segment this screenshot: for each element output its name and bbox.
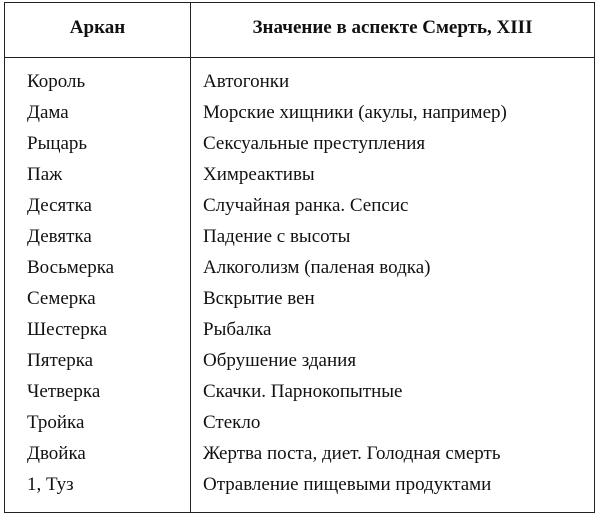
table-row [5, 347, 594, 378]
arcana-meaning-table [4, 2, 595, 513]
table-row [5, 285, 594, 316]
arcana-cell: 1, Туз [27, 474, 74, 495]
table-row [5, 192, 594, 223]
arcana-cell: Шестерка [27, 319, 108, 340]
table-row [5, 254, 594, 285]
arcana-cell: Семерка [27, 288, 96, 309]
table-row [5, 409, 594, 440]
meaning-cell: Скачки. Парнокопытные [203, 381, 403, 402]
arcana-cell: Восьмерка [27, 257, 115, 278]
meaning-cell: Случайная ранка. Сепсис [203, 195, 409, 216]
table-header-row [5, 3, 594, 58]
meaning-cell: Сексуальные преступления [203, 133, 426, 154]
arcana-cell: Двойка [27, 443, 86, 464]
arcana-cell: Пятерка [27, 350, 94, 371]
meaning-cell: Стекло [203, 412, 261, 433]
table-row [5, 130, 594, 161]
table-row [5, 471, 594, 502]
arcana-cell: Девятка [27, 226, 92, 247]
meaning-cell: Рыбалка [203, 319, 272, 340]
header-meaning: Значение в аспекте Смерть, XIII [252, 17, 533, 38]
meaning-cell: Обрушение здания [203, 350, 357, 371]
meaning-cell: Морские хищники (акулы, например) [203, 102, 507, 123]
arcana-cell: Тройка [27, 412, 85, 433]
meaning-cell: Алкоголизм (паленая водка) [203, 257, 431, 278]
table-row [5, 99, 594, 130]
table-row [5, 440, 594, 471]
arcana-cell: Десятка [27, 195, 92, 216]
meaning-cell: Падение с высоты [203, 226, 351, 247]
table-row [5, 378, 594, 409]
table-body [5, 68, 594, 502]
arcana-cell: Дама [27, 102, 69, 123]
arcana-cell: Король [27, 71, 86, 92]
meaning-cell: Автогонки [203, 71, 290, 92]
table-row [5, 161, 594, 192]
meaning-cell: Вскрытие вен [203, 288, 315, 309]
arcana-cell: Паж [27, 164, 63, 185]
table-row [5, 223, 594, 254]
meaning-cell: Жертва поста, диет. Голодная смерть [203, 443, 501, 464]
table-row [5, 68, 594, 99]
arcana-cell: Рыцарь [27, 133, 88, 154]
table-row [5, 316, 594, 347]
arcana-cell: Четверка [27, 381, 101, 402]
header-arcana: Аркан [69, 17, 126, 38]
meaning-cell: Химреактивы [203, 164, 315, 185]
meaning-cell: Отравление пищевыми продуктами [203, 474, 492, 495]
